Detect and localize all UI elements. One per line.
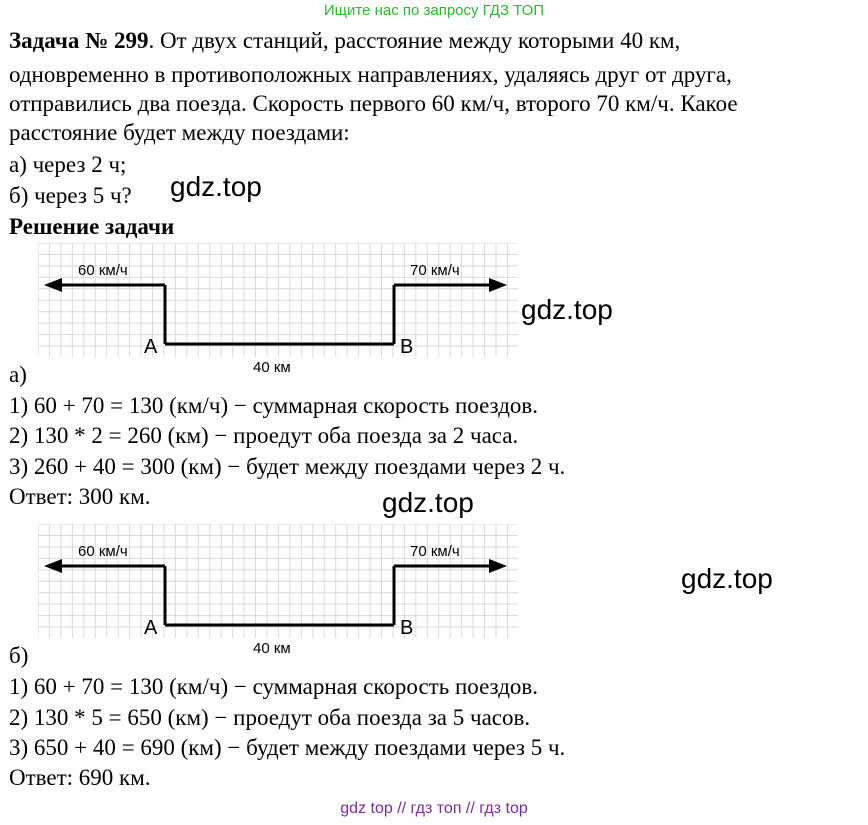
distance-label: 40 км bbox=[253, 359, 291, 376]
distance-label: 40 км bbox=[253, 640, 291, 657]
watermark: gdz.top bbox=[170, 171, 262, 202]
task-line-3: отправились два поезда. Скорость первого 60 км/ч, второго 70 км/ч. Какое bbox=[9, 91, 738, 116]
top-banner[interactable]: Ищите нас по запросу ГДЗ ТОП bbox=[323, 2, 545, 19]
part-a-answer: Ответ: 300 км. bbox=[9, 484, 151, 509]
task-text-1: . От двух станций, расстояние между которыми 40 км, bbox=[148, 28, 681, 53]
part-b-step-2: 2) 130 * 5 = 650 (км) − проедут оба поезда за 5 часов. bbox=[9, 705, 531, 730]
task-line-1 bbox=[9, 26, 680, 56]
diagram-a bbox=[38, 243, 518, 380]
grid bbox=[38, 243, 518, 357]
point-b-label: B bbox=[400, 336, 414, 358]
part-b-step-3: 3) 650 + 40 = 690 (км) − будет между поездами через 5 ч. bbox=[9, 735, 566, 760]
part-a-step-3: 3) 260 + 40 = 300 (км) − будет между поездами через 2 ч. bbox=[9, 454, 566, 479]
right-speed-label: 70 км/ч bbox=[410, 543, 460, 560]
right-arrowhead bbox=[489, 559, 507, 573]
grid bbox=[38, 524, 518, 638]
right-speed-label: 70 км/ч bbox=[410, 262, 460, 279]
part-a-label: а) bbox=[9, 362, 27, 387]
part-a-step-1: 1) 60 + 70 = 130 (км/ч) − суммарная скорость поездов. bbox=[9, 393, 539, 418]
point-b-label: B bbox=[400, 617, 414, 639]
right-arrowhead bbox=[489, 278, 507, 292]
part-a-step-2: 2) 130 * 2 = 260 (км) − проедут оба поезда за 2 часа. bbox=[9, 423, 519, 448]
diagram-b bbox=[38, 524, 518, 661]
task-line-2: одновременно в противоположных направлениях, удаляясь друг от друга, bbox=[9, 62, 732, 87]
part-b-step-1: 1) 60 + 70 = 130 (км/ч) − суммарная скорость поездов. bbox=[9, 674, 539, 699]
point-a-label: A bbox=[144, 336, 158, 358]
point-a-label: A bbox=[144, 617, 158, 639]
left-speed-label: 60 км/ч bbox=[78, 543, 128, 560]
question-b: б) через 5 ч? bbox=[9, 183, 132, 208]
watermark: gdz.top bbox=[382, 487, 474, 518]
part-b-answer: Ответ: 690 км. bbox=[9, 765, 151, 790]
watermark: gdz.top bbox=[521, 294, 613, 325]
left-arrowhead bbox=[44, 559, 62, 573]
left-speed-label: 60 км/ч bbox=[78, 262, 128, 279]
task-line-4: расстояние будет между поездами: bbox=[9, 120, 350, 145]
part-b-label: б) bbox=[9, 643, 29, 668]
left-arrowhead bbox=[44, 278, 62, 292]
task-number: Задача № 299 bbox=[9, 28, 149, 53]
watermark: gdz.top bbox=[681, 563, 773, 594]
diagram-b-svg bbox=[38, 524, 518, 661]
bottom-banner[interactable]: gdz top // гдз топ // гдз top bbox=[340, 800, 528, 817]
solution-title: Решение задачи bbox=[9, 214, 175, 239]
question-a: а) через 2 ч; bbox=[9, 152, 127, 177]
diagram-a-svg bbox=[38, 243, 518, 380]
